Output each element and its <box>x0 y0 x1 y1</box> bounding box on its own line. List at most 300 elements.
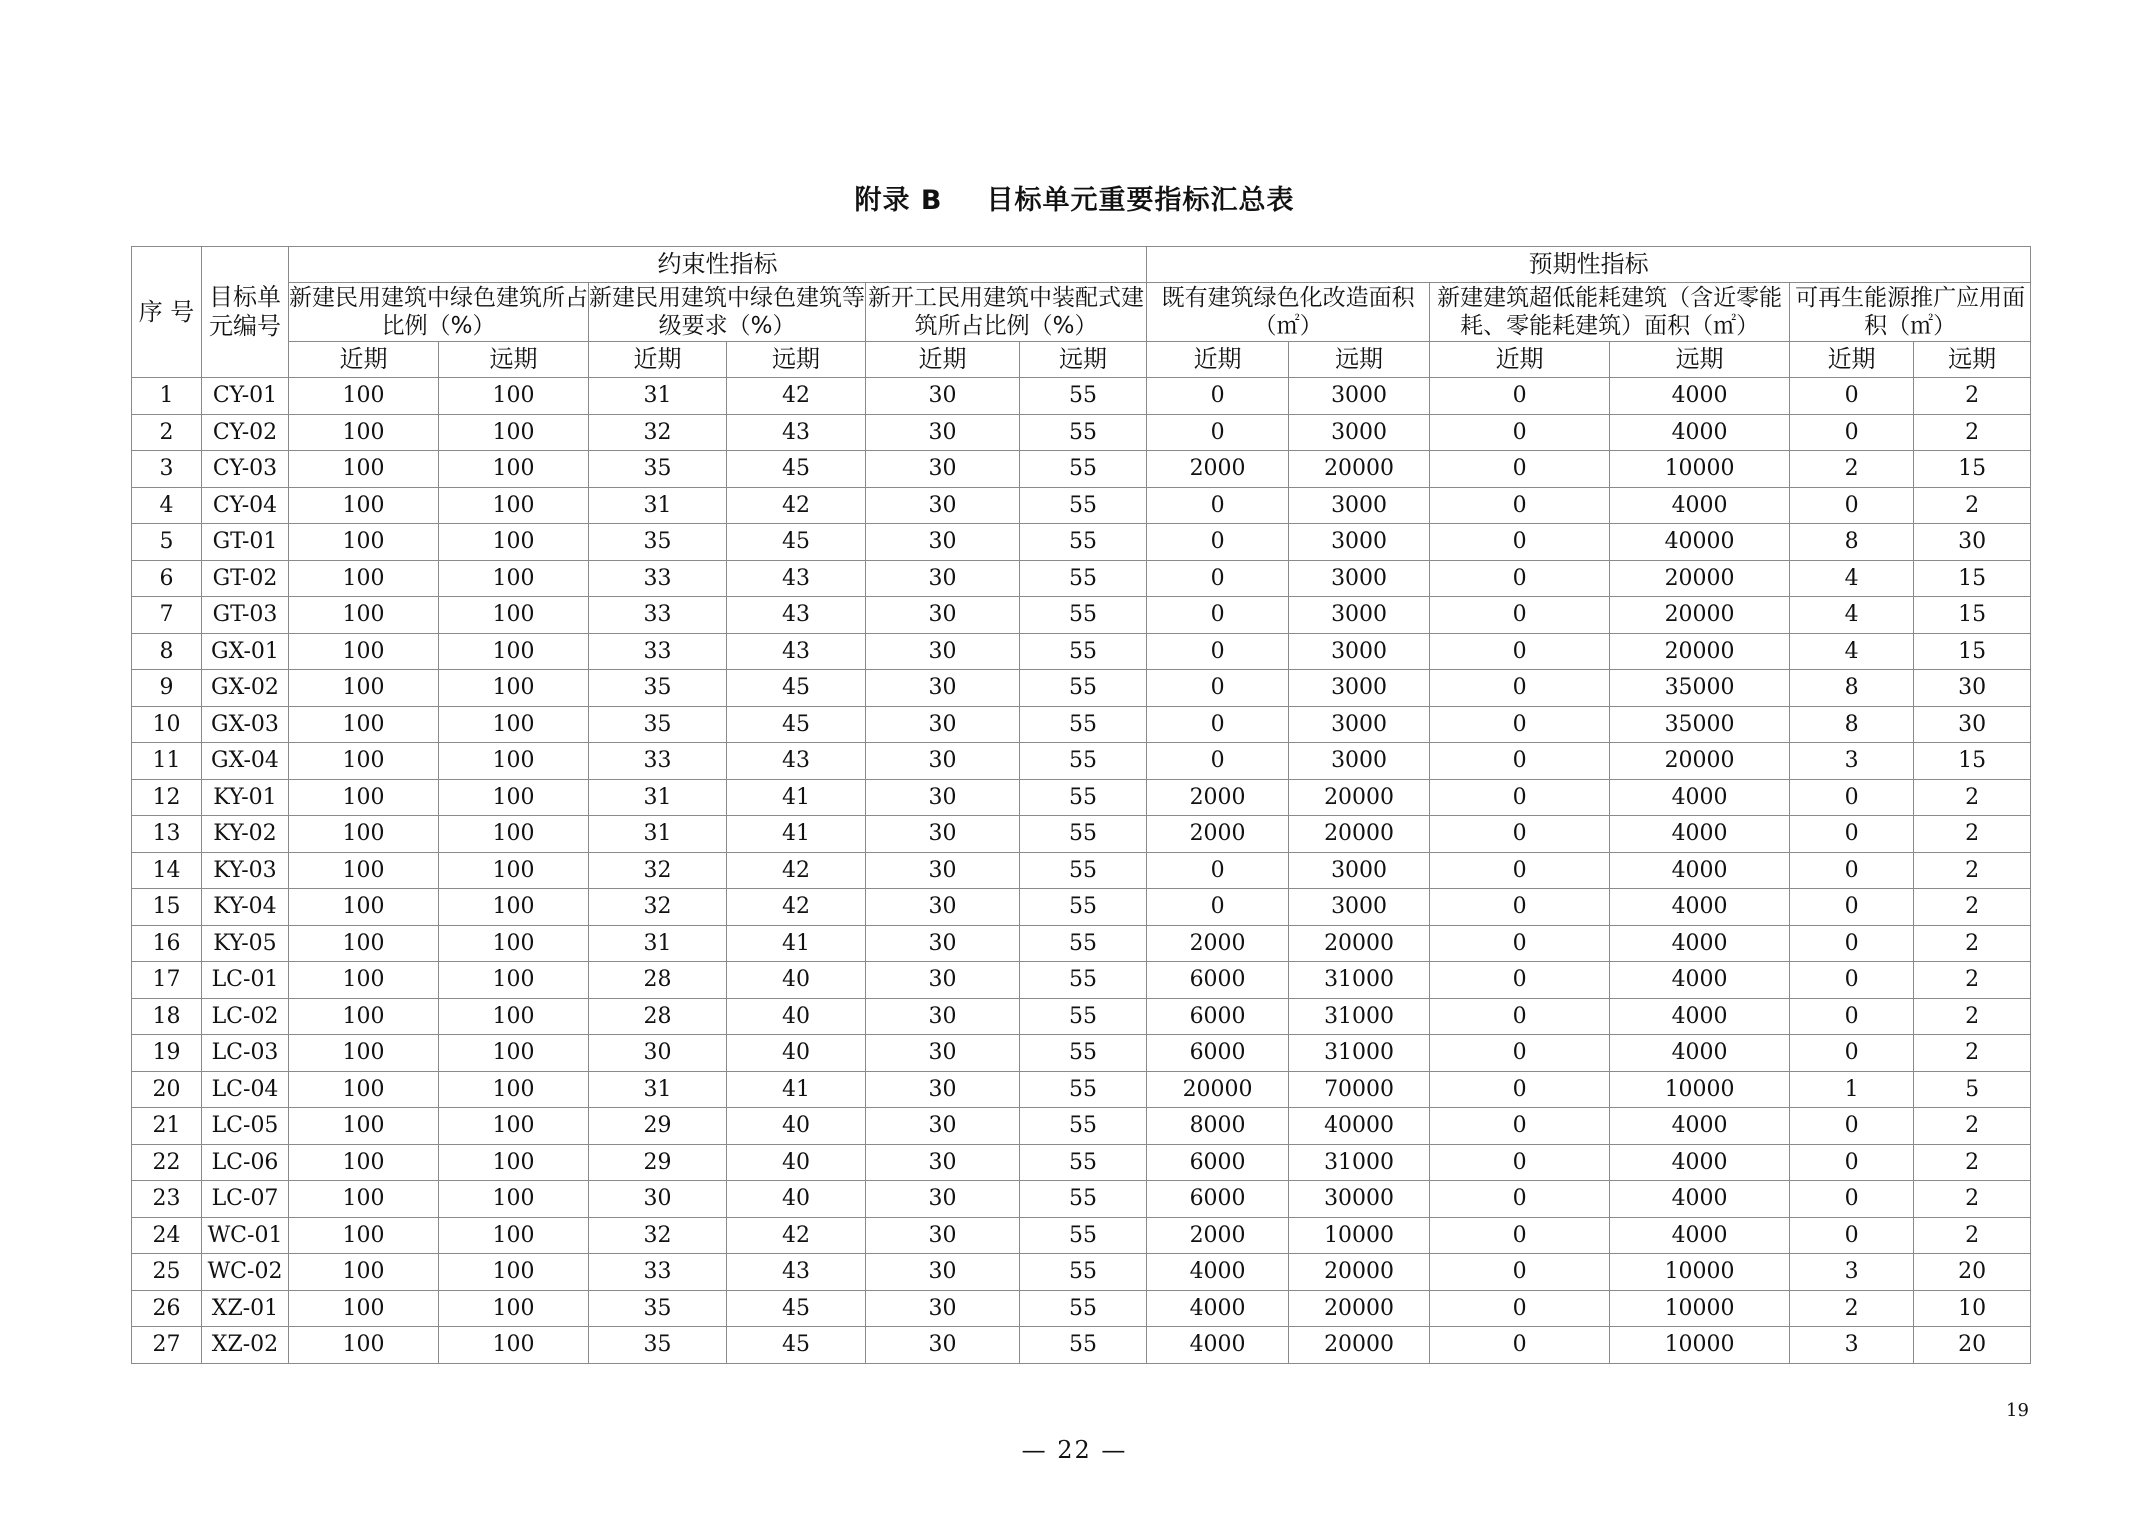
unit-code-cell: GX-01 <box>202 633 289 670</box>
row-index-cell: 22 <box>132 1144 202 1181</box>
value-cell: 41 <box>727 779 866 816</box>
value-cell: 42 <box>727 852 866 889</box>
value-cell: 4000 <box>1610 816 1790 853</box>
value-cell: 100 <box>439 1327 589 1364</box>
value-cell: 30 <box>866 1108 1020 1145</box>
value-cell: 33 <box>589 597 727 634</box>
unit-code-cell: KY-01 <box>202 779 289 816</box>
value-cell: 20 <box>1914 1327 2031 1364</box>
value-cell: 35 <box>589 451 727 488</box>
table-row <box>132 378 2031 415</box>
value-cell: 42 <box>727 889 866 926</box>
value-cell: 30 <box>1914 670 2031 707</box>
header-index: 序 号 <box>132 247 202 378</box>
table-row <box>132 1217 2031 1254</box>
table-row <box>132 1144 2031 1181</box>
value-cell: 100 <box>439 1217 589 1254</box>
value-cell: 2 <box>1914 779 2031 816</box>
value-cell: 0 <box>1790 1035 1914 1072</box>
value-cell: 100 <box>439 451 589 488</box>
value-cell: 100 <box>289 1327 439 1364</box>
row-index-cell: 23 <box>132 1181 202 1218</box>
value-cell: 20 <box>1914 1254 2031 1291</box>
value-cell: 30 <box>1914 524 2031 561</box>
value-cell: 0 <box>1430 1217 1610 1254</box>
value-cell: 0 <box>1147 524 1289 561</box>
row-index-cell: 10 <box>132 706 202 743</box>
value-cell: 0 <box>1790 414 1914 451</box>
value-cell: 0 <box>1430 560 1610 597</box>
value-cell: 0 <box>1790 779 1914 816</box>
value-cell: 100 <box>289 524 439 561</box>
table-row <box>132 1108 2031 1145</box>
value-cell: 0 <box>1147 670 1289 707</box>
value-cell: 30 <box>866 560 1020 597</box>
value-cell: 2 <box>1914 852 2031 889</box>
value-cell: 55 <box>1020 1144 1147 1181</box>
value-cell: 0 <box>1430 1290 1610 1327</box>
value-cell: 100 <box>439 1181 589 1218</box>
table-row <box>132 524 2031 561</box>
value-cell: 3000 <box>1289 852 1430 889</box>
row-index-cell: 16 <box>132 925 202 962</box>
value-cell: 2 <box>1914 1144 2031 1181</box>
value-cell: 2 <box>1790 451 1914 488</box>
row-index-cell: 2 <box>132 414 202 451</box>
value-cell: 100 <box>289 706 439 743</box>
table-row <box>132 816 2031 853</box>
value-cell: 45 <box>727 524 866 561</box>
header-indicator-low-energy-area: 新建建筑超低能耗建筑（含近零能耗、零能耗建筑）面积（㎡） <box>1430 283 1790 342</box>
value-cell: 0 <box>1790 925 1914 962</box>
value-cell: 0 <box>1430 1181 1610 1218</box>
value-cell: 0 <box>1430 633 1610 670</box>
value-cell: 45 <box>727 1290 866 1327</box>
header-term-far: 远期 <box>1020 342 1147 378</box>
unit-code-cell: LC-07 <box>202 1181 289 1218</box>
value-cell: 10000 <box>1610 1290 1790 1327</box>
unit-code-cell: CY-02 <box>202 414 289 451</box>
row-index-cell: 25 <box>132 1254 202 1291</box>
value-cell: 100 <box>439 889 589 926</box>
value-cell: 31 <box>589 779 727 816</box>
value-cell: 2 <box>1914 1035 2031 1072</box>
value-cell: 55 <box>1020 1217 1147 1254</box>
value-cell: 20000 <box>1289 779 1430 816</box>
value-cell: 30 <box>866 1181 1020 1218</box>
value-cell: 100 <box>439 1290 589 1327</box>
table-row <box>132 743 2031 780</box>
unit-code-cell: CY-03 <box>202 451 289 488</box>
value-cell: 100 <box>289 925 439 962</box>
value-cell: 2000 <box>1147 451 1289 488</box>
value-cell: 100 <box>439 1108 589 1145</box>
value-cell: 100 <box>289 1290 439 1327</box>
value-cell: 100 <box>439 1071 589 1108</box>
value-cell: 0 <box>1790 962 1914 999</box>
value-cell: 43 <box>727 597 866 634</box>
unit-code-cell: LC-06 <box>202 1144 289 1181</box>
table-row <box>132 779 2031 816</box>
value-cell: 15 <box>1914 743 2031 780</box>
value-cell: 2 <box>1914 1181 2031 1218</box>
value-cell: 4000 <box>1147 1290 1289 1327</box>
value-cell: 55 <box>1020 560 1147 597</box>
unit-code-cell: WC-02 <box>202 1254 289 1291</box>
header-term-far: 远期 <box>439 342 589 378</box>
value-cell: 30 <box>866 816 1020 853</box>
value-cell: 100 <box>289 1071 439 1108</box>
value-cell: 41 <box>727 816 866 853</box>
unit-code-cell: CY-01 <box>202 378 289 415</box>
value-cell: 4 <box>1790 560 1914 597</box>
value-cell: 20000 <box>1289 816 1430 853</box>
row-index-cell: 12 <box>132 779 202 816</box>
value-cell: 55 <box>1020 1108 1147 1145</box>
value-cell: 6000 <box>1147 1181 1289 1218</box>
value-cell: 8 <box>1790 670 1914 707</box>
value-cell: 4000 <box>1610 962 1790 999</box>
value-cell: 4000 <box>1147 1254 1289 1291</box>
value-cell: 4000 <box>1610 1217 1790 1254</box>
row-index-cell: 24 <box>132 1217 202 1254</box>
value-cell: 0 <box>1430 852 1610 889</box>
value-cell: 15 <box>1914 633 2031 670</box>
value-cell: 15 <box>1914 560 2031 597</box>
unit-code-cell: KY-03 <box>202 852 289 889</box>
value-cell: 30 <box>866 1035 1020 1072</box>
footer-page-mark: — 22 — <box>1021 1436 1128 1464</box>
value-cell: 100 <box>289 889 439 926</box>
value-cell: 40 <box>727 998 866 1035</box>
value-cell: 20000 <box>1147 1071 1289 1108</box>
value-cell: 100 <box>439 524 589 561</box>
row-index-cell: 4 <box>132 487 202 524</box>
value-cell: 0 <box>1430 1327 1610 1364</box>
value-cell: 30 <box>866 487 1020 524</box>
value-cell: 100 <box>439 743 589 780</box>
header-term-near: 近期 <box>589 342 727 378</box>
value-cell: 33 <box>589 560 727 597</box>
value-cell: 31000 <box>1289 962 1430 999</box>
row-index-cell: 18 <box>132 998 202 1035</box>
value-cell: 4000 <box>1610 925 1790 962</box>
value-cell: 100 <box>439 816 589 853</box>
value-cell: 0 <box>1430 451 1610 488</box>
value-cell: 0 <box>1790 487 1914 524</box>
value-cell: 100 <box>439 487 589 524</box>
value-cell: 0 <box>1430 925 1610 962</box>
table-row <box>132 925 2031 962</box>
table-row <box>132 1071 2031 1108</box>
row-index-cell: 7 <box>132 597 202 634</box>
value-cell: 42 <box>727 378 866 415</box>
row-index-cell: 13 <box>132 816 202 853</box>
value-cell: 100 <box>289 779 439 816</box>
value-cell: 4000 <box>1610 852 1790 889</box>
value-cell: 3000 <box>1289 524 1430 561</box>
value-cell: 30 <box>866 1254 1020 1291</box>
value-cell: 55 <box>1020 1071 1147 1108</box>
header-indicator-prefab-ratio: 新开工民用建筑中装配式建筑所占比例（%） <box>866 283 1147 342</box>
value-cell: 20000 <box>1289 925 1430 962</box>
value-cell: 55 <box>1020 1181 1147 1218</box>
header-group-constraint: 约束性指标 <box>289 247 1147 283</box>
table-row <box>132 633 2031 670</box>
value-cell: 0 <box>1430 1035 1610 1072</box>
row-index-cell: 5 <box>132 524 202 561</box>
value-cell: 100 <box>289 670 439 707</box>
value-cell: 0 <box>1147 597 1289 634</box>
value-cell: 0 <box>1790 1181 1914 1218</box>
table-row <box>132 1290 2031 1327</box>
value-cell: 8 <box>1790 706 1914 743</box>
table-row <box>132 1035 2031 1072</box>
value-cell: 0 <box>1147 743 1289 780</box>
value-cell: 55 <box>1020 451 1147 488</box>
row-index-cell: 6 <box>132 560 202 597</box>
value-cell: 35000 <box>1610 670 1790 707</box>
value-cell: 100 <box>289 597 439 634</box>
value-cell: 1 <box>1790 1071 1914 1108</box>
value-cell: 41 <box>727 925 866 962</box>
value-cell: 6000 <box>1147 1035 1289 1072</box>
header-term-near: 近期 <box>866 342 1020 378</box>
table-row <box>132 414 2031 451</box>
value-cell: 55 <box>1020 998 1147 1035</box>
value-cell: 20000 <box>1610 743 1790 780</box>
value-cell: 0 <box>1430 414 1610 451</box>
value-cell: 4 <box>1790 597 1914 634</box>
value-cell: 31 <box>589 816 727 853</box>
value-cell: 0 <box>1790 1144 1914 1181</box>
value-cell: 32 <box>589 889 727 926</box>
value-cell: 0 <box>1147 889 1289 926</box>
value-cell: 55 <box>1020 1254 1147 1291</box>
value-cell: 2 <box>1914 889 2031 926</box>
value-cell: 33 <box>589 1254 727 1291</box>
table-row <box>132 1181 2031 1218</box>
value-cell: 3000 <box>1289 487 1430 524</box>
header-term-far: 远期 <box>1914 342 2031 378</box>
value-cell: 100 <box>439 1035 589 1072</box>
value-cell: 43 <box>727 743 866 780</box>
value-cell: 3 <box>1790 1327 1914 1364</box>
value-cell: 8 <box>1790 524 1914 561</box>
value-cell: 0 <box>1430 743 1610 780</box>
value-cell: 0 <box>1430 779 1610 816</box>
value-cell: 55 <box>1020 852 1147 889</box>
value-cell: 100 <box>289 852 439 889</box>
value-cell: 3 <box>1790 1254 1914 1291</box>
value-cell: 100 <box>289 1108 439 1145</box>
table-row <box>132 1327 2031 1364</box>
value-cell: 15 <box>1914 451 2031 488</box>
value-cell: 3000 <box>1289 597 1430 634</box>
value-cell: 55 <box>1020 889 1147 926</box>
value-cell: 0 <box>1790 852 1914 889</box>
value-cell: 31 <box>589 1071 727 1108</box>
value-cell: 0 <box>1147 560 1289 597</box>
value-cell: 40 <box>727 1108 866 1145</box>
value-cell: 31 <box>589 378 727 415</box>
value-cell: 29 <box>589 1144 727 1181</box>
header-term-near: 近期 <box>1430 342 1610 378</box>
value-cell: 20000 <box>1289 1327 1430 1364</box>
table-row <box>132 670 2031 707</box>
value-cell: 55 <box>1020 743 1147 780</box>
row-index-cell: 11 <box>132 743 202 780</box>
value-cell: 45 <box>727 706 866 743</box>
value-cell: 100 <box>289 998 439 1035</box>
value-cell: 3 <box>1790 743 1914 780</box>
value-cell: 10000 <box>1289 1217 1430 1254</box>
value-cell: 3000 <box>1289 378 1430 415</box>
value-cell: 55 <box>1020 414 1147 451</box>
unit-code-cell: GT-03 <box>202 597 289 634</box>
row-index-cell: 3 <box>132 451 202 488</box>
value-cell: 30 <box>589 1181 727 1218</box>
value-cell: 30 <box>866 1071 1020 1108</box>
value-cell: 2 <box>1914 816 2031 853</box>
value-cell: 0 <box>1430 816 1610 853</box>
value-cell: 30 <box>866 925 1020 962</box>
value-cell: 100 <box>439 1144 589 1181</box>
value-cell: 100 <box>439 633 589 670</box>
value-cell: 30 <box>866 670 1020 707</box>
table-row <box>132 1254 2031 1291</box>
value-cell: 8000 <box>1147 1108 1289 1145</box>
value-cell: 100 <box>289 560 439 597</box>
value-cell: 0 <box>1147 487 1289 524</box>
value-cell: 28 <box>589 962 727 999</box>
value-cell: 100 <box>439 670 589 707</box>
value-cell: 0 <box>1790 1108 1914 1145</box>
value-cell: 70000 <box>1289 1071 1430 1108</box>
unit-code-cell: LC-04 <box>202 1071 289 1108</box>
value-cell: 100 <box>439 852 589 889</box>
unit-code-cell: WC-01 <box>202 1217 289 1254</box>
value-cell: 0 <box>1147 378 1289 415</box>
value-cell: 35 <box>589 1290 727 1327</box>
value-cell: 100 <box>289 633 439 670</box>
table-row <box>132 852 2031 889</box>
value-cell: 30 <box>866 706 1020 743</box>
header-term-far: 远期 <box>727 342 866 378</box>
row-index-cell: 14 <box>132 852 202 889</box>
unit-code-cell: KY-04 <box>202 889 289 926</box>
value-cell: 30 <box>866 1327 1020 1364</box>
value-cell: 0 <box>1147 414 1289 451</box>
value-cell: 30 <box>866 1217 1020 1254</box>
value-cell: 100 <box>439 597 589 634</box>
value-cell: 41 <box>727 1071 866 1108</box>
value-cell: 35 <box>589 1327 727 1364</box>
value-cell: 100 <box>289 1144 439 1181</box>
unit-code-cell: KY-05 <box>202 925 289 962</box>
value-cell: 55 <box>1020 633 1147 670</box>
value-cell: 40 <box>727 1035 866 1072</box>
table-row <box>132 889 2031 926</box>
value-cell: 43 <box>727 414 866 451</box>
value-cell: 100 <box>439 560 589 597</box>
value-cell: 6000 <box>1147 1144 1289 1181</box>
unit-code-cell: LC-02 <box>202 998 289 1035</box>
value-cell: 2 <box>1790 1290 1914 1327</box>
value-cell: 100 <box>289 962 439 999</box>
value-cell: 30 <box>866 414 1020 451</box>
value-cell: 45 <box>727 670 866 707</box>
value-cell: 100 <box>289 1254 439 1291</box>
value-cell: 31000 <box>1289 998 1430 1035</box>
value-cell: 3000 <box>1289 560 1430 597</box>
value-cell: 40000 <box>1610 524 1790 561</box>
value-cell: 55 <box>1020 487 1147 524</box>
value-cell: 55 <box>1020 816 1147 853</box>
unit-code-cell: CY-04 <box>202 487 289 524</box>
unit-code-cell: LC-05 <box>202 1108 289 1145</box>
row-index-cell: 27 <box>132 1327 202 1364</box>
table-row <box>132 487 2031 524</box>
value-cell: 100 <box>439 706 589 743</box>
value-cell: 0 <box>1430 524 1610 561</box>
value-cell: 100 <box>289 816 439 853</box>
value-cell: 6000 <box>1147 998 1289 1035</box>
value-cell: 43 <box>727 1254 866 1291</box>
value-cell: 3000 <box>1289 414 1430 451</box>
value-cell: 4000 <box>1610 998 1790 1035</box>
value-cell: 30 <box>589 1035 727 1072</box>
value-cell: 30 <box>866 1290 1020 1327</box>
value-cell: 30 <box>866 633 1020 670</box>
value-cell: 55 <box>1020 962 1147 999</box>
header-indicator-retrofit-area: 既有建筑绿色化改造面积（㎡） <box>1147 283 1430 342</box>
value-cell: 2 <box>1914 1108 2031 1145</box>
row-index-cell: 19 <box>132 1035 202 1072</box>
value-cell: 2000 <box>1147 816 1289 853</box>
value-cell: 4000 <box>1610 378 1790 415</box>
value-cell: 32 <box>589 1217 727 1254</box>
header-term-near: 近期 <box>289 342 439 378</box>
value-cell: 0 <box>1430 998 1610 1035</box>
value-cell: 30 <box>866 597 1020 634</box>
value-cell: 2 <box>1914 925 2031 962</box>
value-cell: 0 <box>1430 889 1610 926</box>
value-cell: 2 <box>1914 378 2031 415</box>
value-cell: 100 <box>439 1254 589 1291</box>
value-cell: 55 <box>1020 670 1147 707</box>
row-index-cell: 8 <box>132 633 202 670</box>
value-cell: 10000 <box>1610 1071 1790 1108</box>
value-cell: 20000 <box>1289 451 1430 488</box>
value-cell: 0 <box>1430 1071 1610 1108</box>
value-cell: 40 <box>727 962 866 999</box>
value-cell: 29 <box>589 1108 727 1145</box>
value-cell: 30 <box>866 998 1020 1035</box>
value-cell: 30 <box>866 378 1020 415</box>
value-cell: 100 <box>289 378 439 415</box>
value-cell: 100 <box>289 451 439 488</box>
value-cell: 15 <box>1914 597 2031 634</box>
value-cell: 2 <box>1914 414 2031 451</box>
value-cell: 100 <box>439 779 589 816</box>
value-cell: 0 <box>1147 852 1289 889</box>
value-cell: 55 <box>1020 925 1147 962</box>
value-cell: 45 <box>727 1327 866 1364</box>
value-cell: 0 <box>1430 962 1610 999</box>
value-cell: 55 <box>1020 779 1147 816</box>
value-cell: 30 <box>1914 706 2031 743</box>
